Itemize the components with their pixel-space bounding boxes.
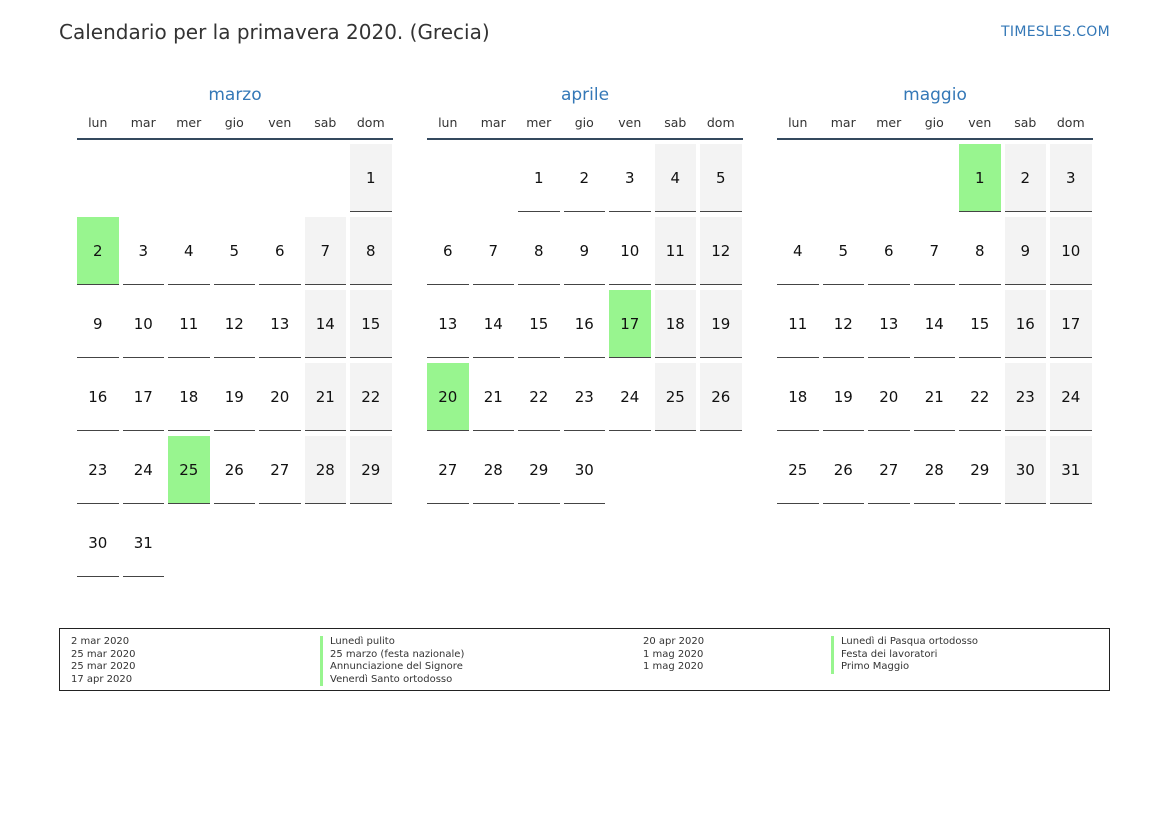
empty-day-cell [259, 144, 301, 212]
empty-day-cell [305, 144, 347, 212]
day-cell: 17 [123, 363, 165, 431]
empty-day-cell [868, 144, 910, 212]
day-cell: 14 [305, 290, 347, 358]
day-cell: 5 [700, 144, 742, 212]
legend-holiday-name: Festa dei lavoratori [831, 649, 978, 662]
day-cell: 28 [914, 436, 956, 504]
day-cell: 8 [518, 217, 560, 285]
day-cell: 16 [77, 363, 119, 431]
weekday-label: gio [924, 115, 944, 130]
empty-day-cell [777, 144, 819, 212]
days-grid [427, 144, 743, 504]
empty-day-cell [77, 144, 119, 212]
days-grid [77, 144, 393, 577]
day-cell: 25 [777, 436, 819, 504]
empty-day-cell [214, 144, 256, 212]
holiday-day-cell: 17 [609, 290, 651, 358]
day-cell: 22 [350, 363, 392, 431]
empty-day-cell [168, 144, 210, 212]
day-cell: 11 [777, 290, 819, 358]
day-cell: 18 [655, 290, 697, 358]
weekday-label: lun [88, 115, 108, 130]
holiday-day-cell: 2 [77, 217, 119, 285]
day-cell: 27 [868, 436, 910, 504]
day-cell: 7 [305, 217, 347, 285]
day-cell: 28 [473, 436, 515, 504]
day-cell: 6 [259, 217, 301, 285]
weekday-label: mar [830, 115, 856, 130]
legend-holiday-name: Primo Maggio [831, 661, 978, 674]
weekday-label: mar [480, 115, 506, 130]
holiday-day-cell: 1 [959, 144, 1001, 212]
day-cell: 23 [564, 363, 606, 431]
day-cell: 9 [564, 217, 606, 285]
day-cell: 2 [1005, 144, 1047, 212]
day-cell: 12 [700, 217, 742, 285]
day-cell: 3 [1050, 144, 1092, 212]
day-cell: 14 [473, 290, 515, 358]
legend-date: 20 apr 2020 [643, 636, 705, 647]
day-cell: 10 [1050, 217, 1092, 285]
legend-date: 1 mag 2020 [643, 648, 704, 660]
legend-right-names [831, 636, 978, 674]
day-cell: 26 [214, 436, 256, 504]
month-calendar-maggio [777, 84, 1093, 504]
day-cell: 10 [123, 290, 165, 358]
day-cell: 13 [427, 290, 469, 358]
weekday-label: dom [1056, 115, 1085, 130]
day-cell: 9 [77, 290, 119, 358]
brand-link[interactable]: TIMESLES.COM [1001, 24, 1110, 40]
day-cell: 19 [214, 363, 256, 431]
day-cell: 18 [168, 363, 210, 431]
day-cell: 4 [168, 217, 210, 285]
legend-holiday-name: Lunedì pulito [320, 636, 464, 649]
day-cell: 23 [77, 436, 119, 504]
month-calendar-marzo [77, 84, 393, 577]
page-title: Calendario per la primavera 2020. (Grecia) [59, 20, 490, 44]
day-cell: 9 [1005, 217, 1047, 285]
day-cell: 3 [123, 217, 165, 285]
weekday-label: dom [356, 115, 385, 130]
day-cell: 24 [609, 363, 651, 431]
weekday-label: ven [618, 115, 642, 130]
day-cell: 29 [959, 436, 1001, 504]
day-cell: 12 [214, 290, 256, 358]
day-cell: 6 [427, 217, 469, 285]
empty-day-cell [823, 144, 865, 212]
day-cell: 20 [259, 363, 301, 431]
weekday-label: mar [130, 115, 156, 130]
holiday-day-cell: 25 [168, 436, 210, 504]
day-cell: 6 [868, 217, 910, 285]
legend-date: 17 apr 2020 [71, 673, 133, 685]
day-cell: 7 [914, 217, 956, 285]
legend-right-dates [643, 636, 704, 674]
day-cell: 10 [609, 217, 651, 285]
day-cell: 22 [959, 363, 1001, 431]
weekday-label: gio [574, 115, 594, 130]
day-cell: 30 [564, 436, 606, 504]
empty-day-cell [473, 144, 515, 212]
day-cell: 15 [518, 290, 560, 358]
weekday-label: lun [788, 115, 808, 130]
day-cell: 22 [518, 363, 560, 431]
weekday-label: sab [314, 115, 337, 130]
day-cell: 11 [655, 217, 697, 285]
day-cell: 28 [305, 436, 347, 504]
day-cell: 5 [823, 217, 865, 285]
day-cell: 27 [259, 436, 301, 504]
day-cell: 12 [823, 290, 865, 358]
empty-day-cell [914, 144, 956, 212]
day-cell: 31 [1050, 436, 1092, 504]
legend-date: 25 mar 2020 [71, 648, 136, 660]
weekday-label: dom [706, 115, 735, 130]
weekday-header [777, 115, 1093, 140]
legend-holiday-name: Annunciazione del Signore [320, 661, 464, 674]
day-cell: 1 [350, 144, 392, 212]
legend-left-dates [71, 636, 136, 686]
weekday-label: lun [438, 115, 458, 130]
weekday-label: mer [876, 115, 902, 130]
day-cell: 2 [564, 144, 606, 212]
month-name: marzo [208, 85, 262, 105]
day-cell: 7 [473, 217, 515, 285]
day-cell: 8 [959, 217, 1001, 285]
day-cell: 26 [823, 436, 865, 504]
day-cell: 29 [518, 436, 560, 504]
month-calendar-aprile [427, 84, 743, 504]
day-cell: 15 [350, 290, 392, 358]
day-cell: 16 [564, 290, 606, 358]
day-cell: 21 [473, 363, 515, 431]
day-cell: 18 [777, 363, 819, 431]
legend-holiday-name: Venerdì Santo ortodosso [320, 674, 464, 687]
weekday-label: gio [224, 115, 244, 130]
day-cell: 30 [1005, 436, 1047, 504]
day-cell: 16 [1005, 290, 1047, 358]
holiday-legend [59, 628, 1110, 691]
day-cell: 24 [123, 436, 165, 504]
empty-day-cell [123, 144, 165, 212]
weekday-label: ven [268, 115, 292, 130]
day-cell: 13 [259, 290, 301, 358]
weekday-header [77, 115, 393, 140]
day-cell: 20 [868, 363, 910, 431]
legend-date: 25 mar 2020 [71, 661, 136, 672]
day-cell: 17 [1050, 290, 1092, 358]
legend-left-names [320, 636, 464, 686]
day-cell: 11 [168, 290, 210, 358]
legend-holiday-name: 25 marzo (festa nazionale) [320, 649, 464, 662]
day-cell: 13 [868, 290, 910, 358]
day-cell: 3 [609, 144, 651, 212]
weekday-header [427, 115, 743, 140]
weekday-label: sab [664, 115, 687, 130]
day-cell: 4 [777, 217, 819, 285]
weekday-label: ven [968, 115, 992, 130]
day-cell: 21 [305, 363, 347, 431]
day-cell: 25 [655, 363, 697, 431]
day-cell: 23 [1005, 363, 1047, 431]
legend-holiday-name: Lunedì di Pasqua ortodosso [831, 636, 978, 649]
day-cell: 26 [700, 363, 742, 431]
day-cell: 4 [655, 144, 697, 212]
day-cell: 19 [823, 363, 865, 431]
empty-day-cell [427, 144, 469, 212]
day-cell: 27 [427, 436, 469, 504]
day-cell: 15 [959, 290, 1001, 358]
legend-date: 1 mag 2020 [643, 661, 704, 672]
days-grid [777, 144, 1093, 504]
day-cell: 31 [123, 509, 165, 577]
day-cell: 21 [914, 363, 956, 431]
day-cell: 1 [518, 144, 560, 212]
month-name: maggio [903, 85, 967, 105]
month-name: aprile [560, 85, 610, 105]
day-cell: 19 [700, 290, 742, 358]
day-cell: 14 [914, 290, 956, 358]
weekday-label: sab [1014, 115, 1037, 130]
day-cell: 30 [77, 509, 119, 577]
weekday-label: mer [526, 115, 552, 130]
weekday-label: mer [176, 115, 202, 130]
day-cell: 24 [1050, 363, 1092, 431]
day-cell: 8 [350, 217, 392, 285]
holiday-day-cell: 20 [427, 363, 469, 431]
day-cell: 5 [214, 217, 256, 285]
day-cell: 29 [350, 436, 392, 504]
legend-date: 2 mar 2020 [71, 636, 130, 647]
